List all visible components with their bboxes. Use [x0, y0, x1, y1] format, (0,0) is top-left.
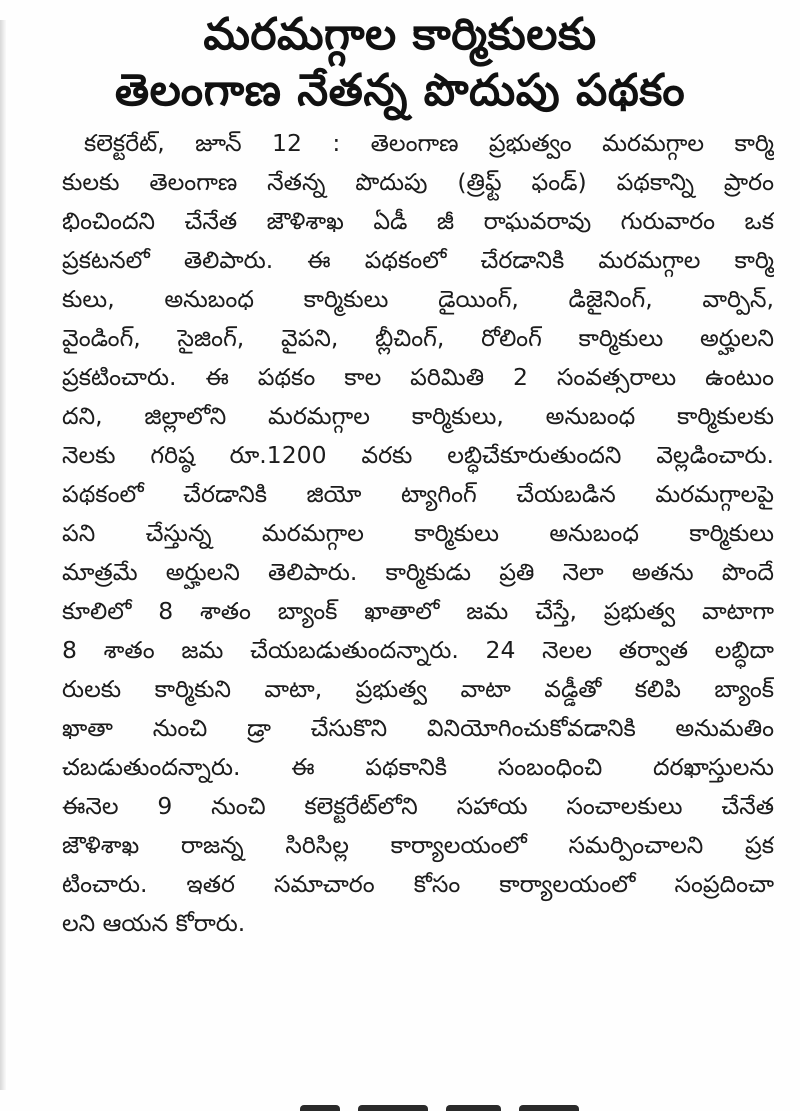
- body-line: చబడుతుందన్నారు. ఈ పథకానికి సంబంధించి దరఖాస్తులను: [62, 753, 774, 781]
- headline-line-2: తెలంగాణ నేతన్న పొదుపు పథకం: [114, 65, 686, 116]
- body-line: జౌళిశాఖ రాజన్న సిరిసిల్ల కార్యాలయంలో సమర్పించాలని ప్రక: [62, 831, 774, 859]
- body-line: ప్రకటనలో తెలిపారు. ఈ పథకంలో చేరడానికి మరమగ్గాల కార్మి: [62, 246, 774, 274]
- body-line: ఈనెల 9 నుంచి కలెక్టరేట్‌లోని సహాయ సంచాలకులు చేనేత: [62, 792, 774, 820]
- body-line: రులకు కార్మికుని వాటా, ప్రభుత్వ వాటా వడ్డీతో కలిపి బ్యాంక్: [62, 675, 774, 703]
- body-line: లని ఆయన కోరారు.: [62, 909, 246, 937]
- body-line: పథకంలో చేరడానికి జియో ట్యాగింగ్ చేయబడిన మరమగ్గాలపై: [62, 480, 774, 508]
- scan-edge-shadow: [0, 20, 6, 1090]
- body-line: ఖాతా నుంచి డ్రా చేసుకొని వినియోగించుకోవడానికి అనుమతిం: [62, 714, 774, 742]
- article-body: [62, 124, 774, 943]
- body-line: మాత్రమే అర్హులని తెలిపారు. కార్మికుడు ప్రతి నెలా అతను పొందే: [62, 558, 774, 586]
- headline-line-1: మరమగ్గాల కార్మికులకు: [203, 9, 597, 60]
- body-line: పని చేస్తున్న మరమగ్గాల కార్మికులు అనుబంధ కార్మికులు: [62, 519, 774, 547]
- body-line: ప్రకటించారు. ఈ పథకం కాల పరిమితి 2 సంవత్సరాలు ఉంటుం: [62, 363, 774, 391]
- body-line: కులు, అనుబంధ కార్మికులు డైయింగ్, డిజైనింగ్, వార్పిన్,: [62, 285, 774, 313]
- body-line: టించారు. ఇతర సమాచారం కోసం కార్యాలయంలో సంప్రదించా: [62, 870, 774, 898]
- body-line: కులకు తెలంగాణ నేతన్న పొదుపు (త్రిఫ్ట్ ఫండ్) పథకాన్ని ప్రారం: [62, 168, 774, 196]
- body-line: కూలిలో 8 శాతం బ్యాంక్ ఖాతాలో జమ చేస్తే, ప్రభుత్వ వాటాగా: [62, 597, 774, 625]
- body-line: 8 శాతం జమ చేయబడుతుందన్నారు. 24 నెలల తర్వాత లబ్ధిదా: [62, 636, 774, 664]
- body-line: దని, జిల్లాలోని మరమగ్గాల కార్మికులు, అనుబంధ కార్మికులకు: [62, 402, 774, 430]
- body-line: భించిందని చేనేత జౌళిశాఖ ఏడీ జీ రాఘవరావు గురువారం ఒక: [62, 207, 774, 235]
- cropped-next-headline-fragment: [300, 1098, 630, 1111]
- body-line: కలెక్టరేట్, జూన్ 12 : తెలంగాణ ప్రభుత్వం మరమగ్గాల కార్మి: [84, 129, 774, 157]
- body-line: నెలకు గరిష్ఠ రూ.1200 వరకు లబ్ధిచేకూరుతుందని వెల్లడించారు.: [62, 441, 774, 469]
- body-line: వైండింగ్, సైజింగ్, వైపని, బ్లీచింగ్, రోలింగ్ కార్మికులు అర్హులని: [62, 324, 774, 352]
